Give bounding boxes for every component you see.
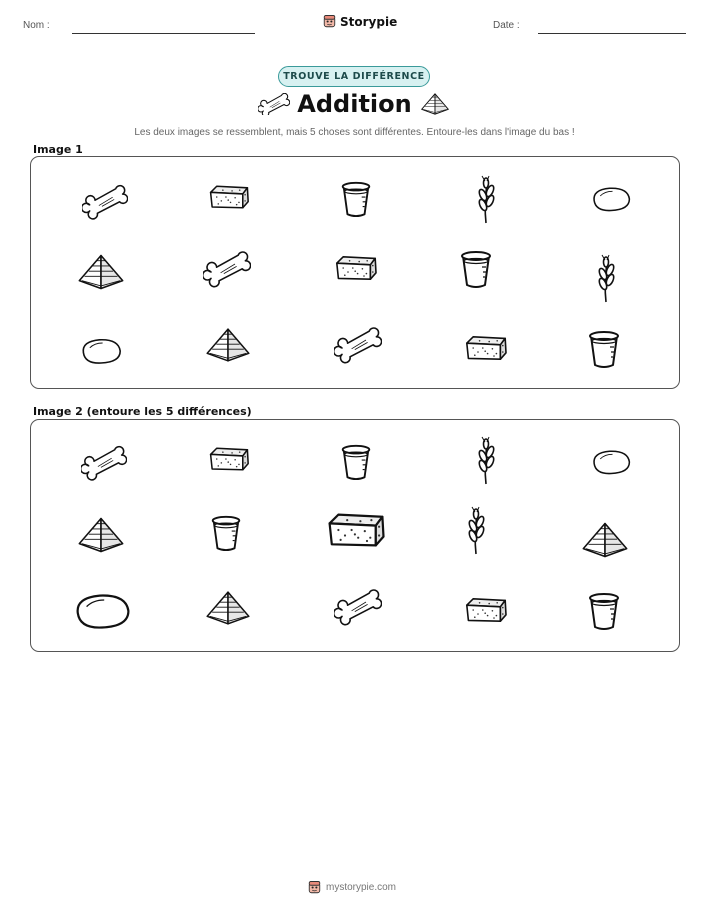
pyramid-icon[interactable] bbox=[203, 588, 253, 628]
bone-icon bbox=[82, 181, 128, 221]
wheat-icon bbox=[471, 175, 501, 225]
bone-icon[interactable] bbox=[334, 586, 382, 626]
wheat-icon bbox=[591, 254, 621, 304]
cup-icon[interactable] bbox=[584, 589, 624, 633]
stone-icon[interactable] bbox=[588, 444, 634, 480]
bone-icon bbox=[334, 324, 382, 364]
sponge-icon bbox=[462, 329, 510, 367]
stone-icon[interactable] bbox=[69, 586, 135, 636]
brand-text: Storypie bbox=[340, 14, 398, 29]
sponge-icon bbox=[332, 249, 380, 287]
date-label: Date : bbox=[493, 20, 520, 31]
page-title: Addition bbox=[297, 90, 412, 118]
name-label: Nom : bbox=[23, 20, 50, 31]
image-1-panel bbox=[30, 156, 680, 389]
name-line[interactable] bbox=[72, 33, 255, 34]
pyramid-icon[interactable] bbox=[579, 518, 631, 562]
instructions: Les deux images se ressemblent, mais 5 choses sont différentes. Entoure-les dans l'image du bas ! bbox=[134, 127, 575, 138]
panel-1-label: Image 1 bbox=[33, 143, 83, 156]
sponge-icon[interactable] bbox=[323, 502, 389, 558]
wheat-icon[interactable] bbox=[461, 505, 491, 557]
difference-badge: TROUVE LA DIFFÉRENCE bbox=[278, 66, 430, 87]
pyramid-icon bbox=[75, 250, 127, 294]
cup-icon bbox=[456, 247, 496, 291]
panel-2-label: Image 2 (entoure les 5 différences) bbox=[33, 405, 252, 418]
sponge-icon bbox=[206, 179, 252, 215]
cup-icon[interactable] bbox=[337, 440, 375, 484]
bone-icon bbox=[203, 247, 251, 289]
footer-url: mystorypie.com bbox=[326, 882, 397, 893]
sponge-icon[interactable] bbox=[462, 591, 510, 629]
pyramid-icon[interactable] bbox=[75, 513, 127, 557]
footer bbox=[307, 880, 396, 895]
cup-icon bbox=[584, 327, 624, 371]
pyramid-icon bbox=[419, 91, 451, 117]
brand-logo bbox=[322, 14, 397, 29]
wheat-icon[interactable] bbox=[471, 436, 501, 486]
date-line[interactable] bbox=[538, 33, 686, 34]
mascot-icon bbox=[307, 880, 322, 895]
sponge-icon[interactable] bbox=[206, 441, 252, 477]
cup-icon[interactable] bbox=[207, 511, 245, 555]
stone-icon bbox=[588, 181, 634, 217]
image-2-panel[interactable] bbox=[30, 419, 680, 652]
stone-icon bbox=[77, 333, 125, 369]
mascot-icon bbox=[322, 14, 337, 29]
bone-icon[interactable] bbox=[81, 442, 127, 482]
pyramid-icon bbox=[203, 325, 253, 365]
cup-icon bbox=[337, 177, 375, 221]
